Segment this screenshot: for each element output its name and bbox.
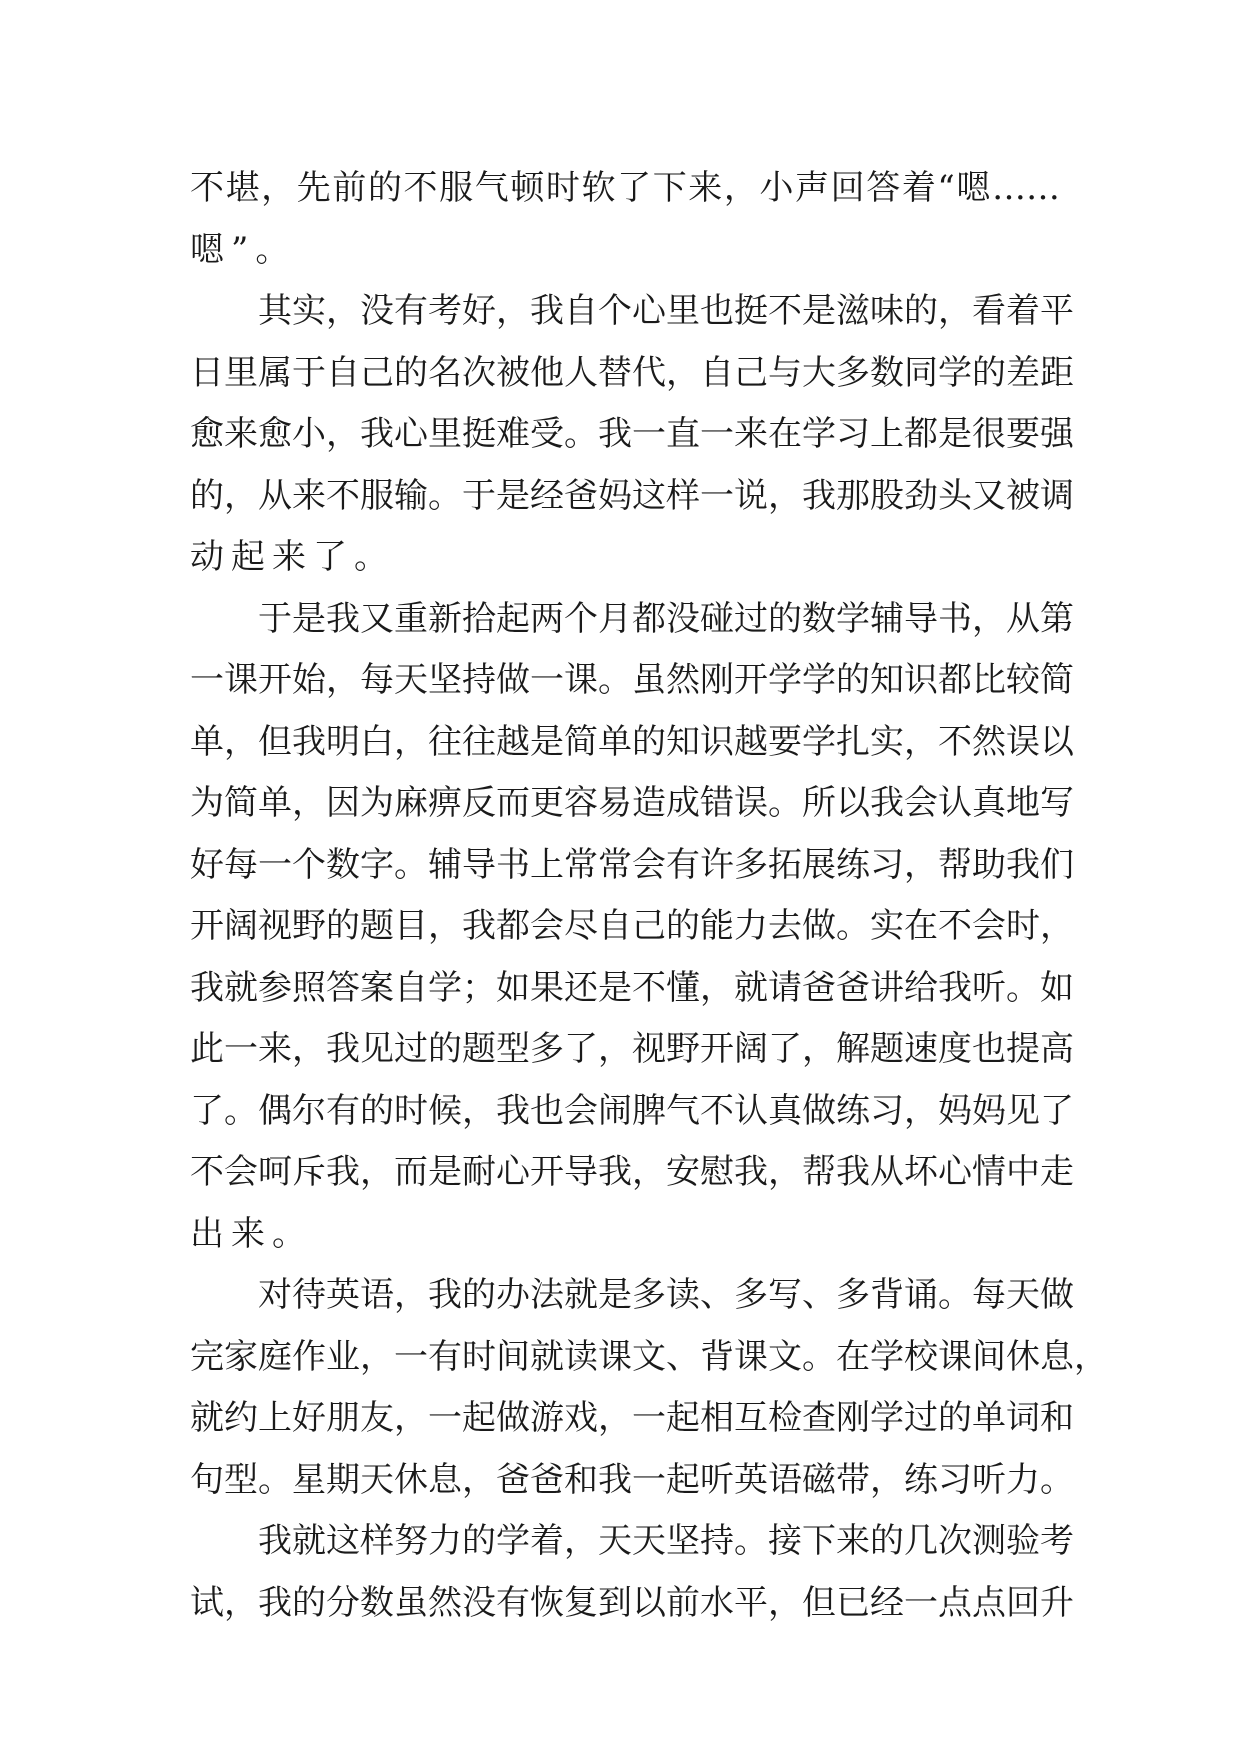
- paragraph-first-line: 对待英语，我的办法就是多读、多写、多背诵。每天做: [258, 1275, 1074, 1315]
- text-line: 嗯”。: [190, 229, 297, 270]
- text-line: 动起来了。: [190, 537, 395, 577]
- text-line: 出来。: [190, 1213, 313, 1254]
- text-line: 试，我的分数虽然没有恢复到以前水平，但已经一点点回升: [190, 1582, 1074, 1623]
- text-line: 单，但我明白，往往越是简单的知识越要学扎实，不然误以: [190, 721, 1074, 762]
- text-line: 的，从来不服输。于是经爸妈这样一说，我那股劲头又被调: [190, 475, 1074, 516]
- paragraph-first-line: 于是我又重新拾起两个月都没碰过的数学辅导书，从第: [258, 598, 1074, 639]
- text-line: 不堪，先前的不服气顿时软了下来，小声回答着“嗯……: [190, 168, 1060, 208]
- text-line: 一课开始，每天坚持做一课。虽然刚开学学的知识都比较简: [190, 660, 1074, 700]
- text-line: 愈来愈小，我心里挺难受。我一直一来在学习上都是很要强: [190, 414, 1074, 454]
- text-line: 开阔视野的题目，我都会尽自己的能力去做。实在不会时，: [190, 906, 1074, 946]
- paragraph-first-line: 我就这样努力的学着，天天坚持。接下来的几次测验考: [258, 1521, 1074, 1561]
- body-text: [190, 158, 1108, 1634]
- text-line: 日里属于自己的名次被他人替代，自己与大多数同学的差距: [190, 352, 1074, 393]
- text-line: 此一来，我见过的题型多了，视野开阔了，解题速度也提高: [190, 1029, 1074, 1069]
- text-line: 不会呵斥我，而是耐心开导我，安慰我，帮我从坏心情中走: [190, 1152, 1074, 1192]
- text-line: 了。偶尔有的时候，我也会闹脾气不认真做练习，妈妈见了: [190, 1090, 1074, 1131]
- paragraph-first-line: 其实，没有考好，我自个心里也挺不是滋味的，看着平: [258, 291, 1074, 331]
- text-line: 好每一个数字。辅导书上常常会有许多拓展练习，帮助我们: [190, 844, 1074, 885]
- text-line: 完家庭作业，一有时间就读课文、背课文。在学校课间休息，: [190, 1336, 1108, 1377]
- text-line: 为简单，因为麻痹反而更容易造成错误。所以我会认真地写: [190, 783, 1074, 823]
- text-line: 就约上好朋友，一起做游戏，一起相互检查刚学过的单词和: [190, 1398, 1074, 1438]
- text-line: 我就参照答案自学；如果还是不懂，就请爸爸讲给我听。如: [190, 967, 1074, 1008]
- text-line: 句型。星期天休息，爸爸和我一起听英语磁带，练习听力。: [190, 1459, 1074, 1500]
